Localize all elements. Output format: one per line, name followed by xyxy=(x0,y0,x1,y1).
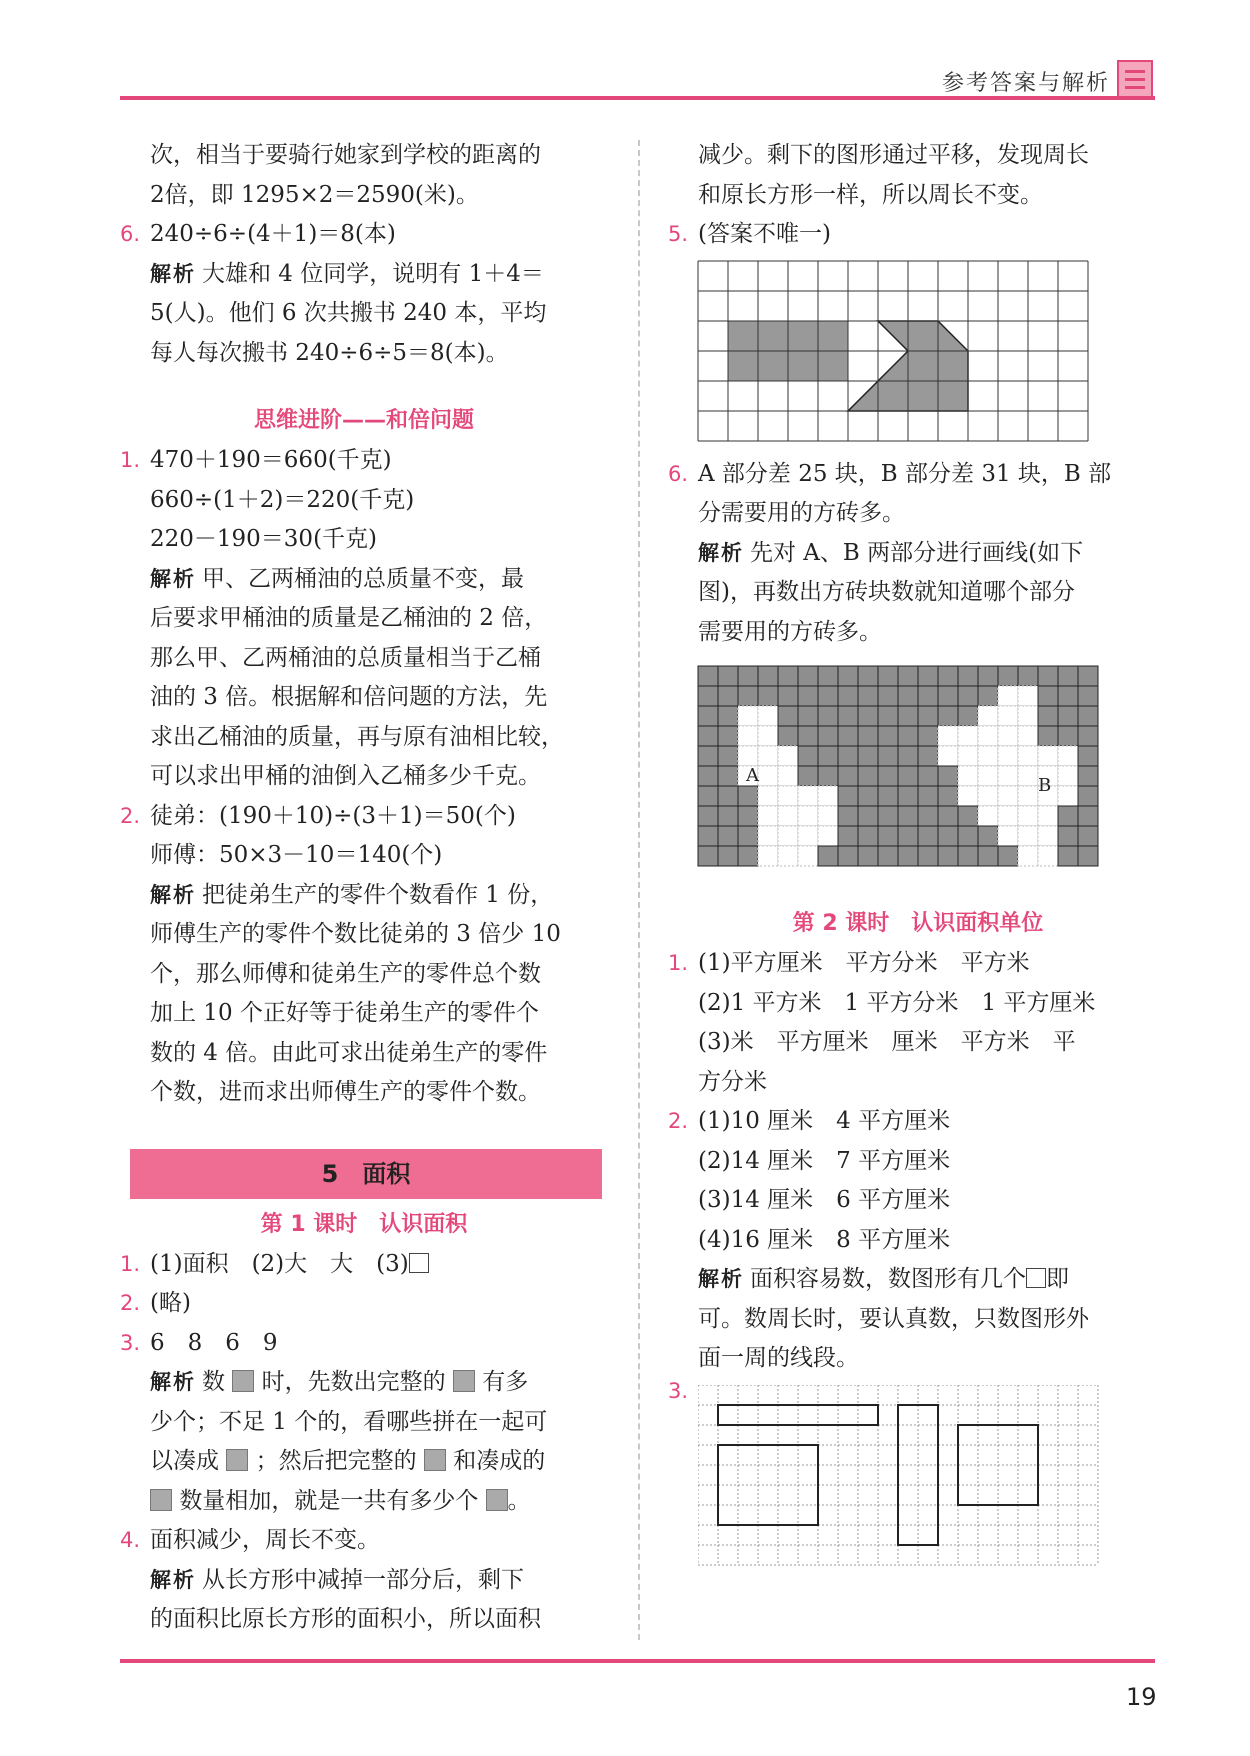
answer-r6: 6. A 部分差 25 块，B 部分差 31 块，B 部 xyxy=(668,460,1112,487)
analysis-line: 解析 大雄和 4 位同学，说明有 1＋4＝ xyxy=(150,260,544,287)
header-rule xyxy=(120,96,1155,100)
column-divider xyxy=(638,140,640,1640)
partial-square-icon xyxy=(232,1370,254,1392)
analysis-line: 解析 把徒弟生产的零件个数看作 1 份， xyxy=(150,881,554,908)
translation-grid-figure xyxy=(668,255,1168,455)
text-line: 加上 10 个正好等于徒弟生产的零件个 xyxy=(150,1000,539,1026)
text-line: 660÷(1＋2)＝220(千克) xyxy=(150,486,415,513)
answer-1: 1. 470＋190＝660(千克) xyxy=(120,447,392,473)
text-line: 油的 3 倍。根据解和倍问题的方法，先 xyxy=(150,684,548,710)
text-line: 师傅生产的零件个数比徒弟的 3 倍少 10 xyxy=(150,921,561,947)
answer-r5: 5. (答案不唯一) xyxy=(668,221,831,247)
analysis-line: 解析 甲、乙两桶油的总质量不变，最 xyxy=(150,565,524,592)
answer-r1: 1. (1)平方厘米 平方分米 平方米 xyxy=(668,950,1030,976)
text-line: 减少。剩下的图形通过平移，发现周长 xyxy=(698,142,1089,168)
text-line: 可以求出甲桶的油倒入乙桶多少千克。 xyxy=(150,763,541,789)
text-line: (2)1 平方米 1 平方分米 1 平方厘米 xyxy=(698,989,1096,1016)
answer-u4: 4. 面积减少，周长不变。 xyxy=(120,1527,380,1553)
text-line: 个数，进而求出师傅生产的零件个数。 xyxy=(150,1079,541,1105)
square-icon xyxy=(409,1253,429,1273)
analysis-line: 解析 面积容易数，数图形有几个 即 xyxy=(698,1266,1069,1292)
text-line: 师傅：50×3－10＝140(个) xyxy=(150,842,443,868)
text-line: 和原长方形一样，所以周长不变。 xyxy=(698,181,1043,208)
book-logo-icon xyxy=(1117,60,1153,100)
text-line: 后要求甲桶油的质量是乙桶油的 2 倍， xyxy=(150,605,548,631)
answer-2: 2. 徒弟：(190＋10)÷(3＋1)＝50(个) xyxy=(120,802,516,829)
answer-r3: 3. xyxy=(668,1379,1168,1579)
full-square-icon xyxy=(150,1489,172,1511)
text-line: (3)米 平方厘米 厘米 平方米 平 xyxy=(698,1029,1076,1055)
analysis-line: 解析 从长方形中减掉一部分后，剩下 xyxy=(150,1566,524,1593)
text-line: 数的 4 倍。由此可求出徒弟生产的零件 xyxy=(150,1039,548,1066)
text-line: 少个；不足 1 个的，看哪些拼在一起可 xyxy=(150,1408,548,1435)
unit-banner: 5 面积 xyxy=(130,1149,602,1199)
lesson-title: 第 2 课时 认识面积单位 xyxy=(792,911,1044,936)
answer-6: 6. 240÷6÷(4＋1)＝8(本) xyxy=(120,221,396,247)
left-column xyxy=(120,136,608,1640)
page-number: 19 xyxy=(1126,1683,1157,1711)
square-icon xyxy=(1026,1268,1046,1288)
text-line: 求出乙桶油的质量，再与原有油相比较， xyxy=(150,723,564,750)
footer-rule xyxy=(120,1659,1155,1663)
dotted-grid-figure xyxy=(698,1385,1138,1575)
label-a: A xyxy=(746,765,759,786)
text-line: 面一周的线段。 xyxy=(698,1345,859,1371)
text-line: 图)，再数出方砖块数就知道哪个部分 xyxy=(698,579,1075,605)
text-line: 220－190＝30(千克) xyxy=(150,526,378,552)
text-line: 可。数周长时，要认真数，只数图形外 xyxy=(698,1305,1089,1332)
full-square-icon xyxy=(453,1370,475,1392)
text-line: 方分米 xyxy=(698,1068,767,1095)
full-square-icon xyxy=(486,1489,508,1511)
text-line: 个，那么师傅和徒弟生产的零件总个数 xyxy=(150,960,541,987)
text-line: 5(人)。他们 6 次共搬书 240 本，平均 xyxy=(150,300,547,326)
answer-u2: 2. (略) xyxy=(120,1290,191,1316)
partial-square-icon xyxy=(226,1449,248,1471)
answer-u3: 3. 6 8 6 9 xyxy=(120,1329,278,1356)
text-line: 以凑成 ；然后把完整的 和凑成的 xyxy=(150,1448,546,1474)
text-line: (4)16 厘米 8 平方厘米 xyxy=(698,1226,951,1253)
text-line: 那么甲、乙两桶油的总质量相当于乙桶 xyxy=(150,644,541,671)
text-line: 2倍，即 1295×2＝2590(米)。 xyxy=(150,181,479,208)
text-line: 每人每次搬书 240÷6÷5＝8(本)。 xyxy=(150,339,509,366)
analysis-line: 解析 数 时，先数出完整的 有多 xyxy=(150,1369,529,1395)
text-line: 分需要用的方砖多。 xyxy=(698,500,905,526)
text-line: 的面积比原长方形的面积小，所以面积 xyxy=(150,1606,541,1632)
text-line: (2)14 厘米 7 平方厘米 xyxy=(698,1147,951,1174)
text-line: 数量相加，就是一共有多少个 。 xyxy=(120,1482,608,1522)
text-line: (3)14 厘米 6 平方厘米 xyxy=(698,1187,951,1213)
answer-u1: 1. (1)面积 (2)大 大 (3) xyxy=(120,1245,608,1285)
tile-grid-figure xyxy=(668,652,1168,884)
answer-r2: 2. (1)10 厘米 4 平方厘米 xyxy=(668,1108,951,1134)
analysis-line: 解析 先对 A、B 两部分进行画线(如下 xyxy=(698,539,1084,566)
section-title: 思维进阶——和倍问题 xyxy=(253,408,474,433)
text-line: 次，相当于要骑行她家到学校的距离的 xyxy=(150,142,541,168)
right-column xyxy=(668,136,1168,1579)
label-b: B xyxy=(1038,775,1052,796)
text-line: 需要用的方砖多。 xyxy=(698,618,882,645)
lesson-title: 第 1 课时 认识面积 xyxy=(260,1211,468,1237)
full-square-icon xyxy=(424,1449,446,1471)
header-title: 参考答案与解析 xyxy=(941,71,1110,96)
